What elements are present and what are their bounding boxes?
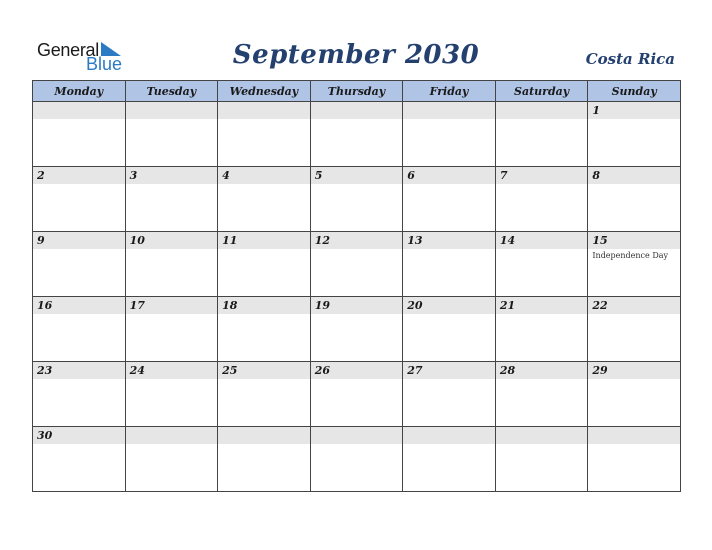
day-cell bbox=[218, 427, 311, 492]
day-number-band bbox=[588, 362, 680, 379]
day-number: 7 bbox=[499, 169, 508, 182]
day-number-band bbox=[218, 167, 310, 184]
holiday-label: Independence Day bbox=[592, 251, 669, 260]
day-cell bbox=[218, 297, 311, 362]
day-cell bbox=[495, 232, 588, 297]
day-cell bbox=[310, 362, 403, 427]
day-number-band bbox=[126, 167, 218, 184]
day-number: 30 bbox=[37, 429, 53, 442]
day-cell bbox=[33, 297, 126, 362]
day-number-band bbox=[403, 167, 495, 184]
day-cell bbox=[310, 427, 403, 492]
day-number-band bbox=[33, 232, 125, 249]
day-number-band bbox=[218, 232, 310, 249]
day-cell bbox=[495, 167, 588, 232]
day-number-band bbox=[126, 232, 218, 249]
day-cell bbox=[33, 167, 126, 232]
day-cell bbox=[403, 167, 496, 232]
weekday-header: Wednesday bbox=[218, 81, 311, 102]
day-number-band bbox=[403, 427, 495, 444]
week-row bbox=[33, 102, 681, 167]
day-number-band bbox=[403, 232, 495, 249]
day-number: 14 bbox=[499, 234, 516, 247]
day-number-band bbox=[496, 297, 588, 314]
day-cell bbox=[310, 102, 403, 167]
day-number: 23 bbox=[37, 364, 53, 377]
day-cell bbox=[33, 362, 126, 427]
logo-text-blue: Blue bbox=[86, 54, 123, 74]
day-cell bbox=[588, 427, 681, 492]
day-cell bbox=[310, 297, 403, 362]
day-number-band bbox=[33, 362, 125, 379]
day-cell bbox=[218, 167, 311, 232]
day-cell bbox=[403, 232, 496, 297]
day-number: 11 bbox=[222, 234, 238, 247]
day-number-band bbox=[33, 427, 125, 444]
day-cell bbox=[125, 427, 218, 492]
weekday-header: Sunday bbox=[588, 81, 681, 102]
day-cell bbox=[218, 102, 311, 167]
day-number-band bbox=[588, 167, 680, 184]
day-cell bbox=[403, 427, 496, 492]
day-number-band bbox=[311, 167, 403, 184]
day-cell bbox=[495, 102, 588, 167]
weekday-header: Monday bbox=[33, 81, 126, 102]
day-number-band bbox=[33, 102, 125, 119]
day-cell bbox=[588, 297, 681, 362]
day-cell bbox=[218, 362, 311, 427]
day-cell bbox=[495, 427, 588, 492]
day-number: 17 bbox=[129, 299, 145, 312]
day-number: 29 bbox=[592, 364, 608, 377]
day-number: 5 bbox=[314, 169, 323, 182]
day-cell bbox=[125, 297, 218, 362]
day-number-band bbox=[218, 297, 310, 314]
day-number-band bbox=[126, 297, 218, 314]
day-number: 21 bbox=[499, 299, 516, 312]
day-number: 12 bbox=[314, 234, 330, 247]
day-number: 27 bbox=[407, 364, 423, 377]
day-number: 28 bbox=[499, 364, 516, 377]
day-number: 9 bbox=[37, 234, 45, 247]
day-number: 8 bbox=[592, 169, 601, 182]
day-number-band bbox=[403, 297, 495, 314]
calendar-grid bbox=[32, 80, 681, 492]
day-cell bbox=[125, 102, 218, 167]
day-number: 20 bbox=[407, 299, 423, 312]
day-cell bbox=[495, 297, 588, 362]
day-cell bbox=[310, 167, 403, 232]
day-number: 3 bbox=[129, 169, 138, 182]
day-cell bbox=[588, 167, 681, 232]
day-cell bbox=[310, 232, 403, 297]
day-cell bbox=[218, 232, 311, 297]
day-cell bbox=[588, 102, 681, 167]
day-number: 6 bbox=[407, 169, 415, 182]
day-number: 22 bbox=[592, 299, 608, 312]
calendar-body bbox=[33, 102, 681, 492]
day-number-band bbox=[403, 102, 495, 119]
day-number-band bbox=[588, 427, 680, 444]
day-cell bbox=[125, 362, 218, 427]
weekday-header-row bbox=[33, 81, 681, 102]
day-number: 24 bbox=[129, 364, 145, 377]
day-cell bbox=[403, 102, 496, 167]
day-number-band bbox=[496, 232, 588, 249]
day-number: 26 bbox=[314, 364, 330, 377]
day-cell bbox=[33, 427, 126, 492]
day-number: 4 bbox=[222, 169, 230, 182]
day-number-band bbox=[218, 427, 310, 444]
day-number-band bbox=[496, 362, 588, 379]
day-number: 18 bbox=[222, 299, 238, 312]
day-cell bbox=[403, 362, 496, 427]
day-number-band bbox=[33, 167, 125, 184]
day-number: 1 bbox=[592, 104, 601, 117]
day-number-band bbox=[218, 362, 310, 379]
day-number: 13 bbox=[407, 234, 423, 247]
day-number-band bbox=[588, 297, 680, 314]
day-number-band bbox=[311, 102, 403, 119]
day-number: 15 bbox=[592, 234, 608, 247]
day-cell bbox=[33, 232, 126, 297]
day-cell bbox=[588, 362, 681, 427]
week-row bbox=[33, 427, 681, 492]
day-number-band bbox=[588, 232, 680, 249]
day-number: 10 bbox=[129, 234, 145, 247]
day-number-band bbox=[496, 167, 588, 184]
day-number-band bbox=[403, 362, 495, 379]
day-cell bbox=[403, 297, 496, 362]
weekday-header: Saturday bbox=[495, 81, 588, 102]
day-cell bbox=[33, 102, 126, 167]
day-number-band bbox=[496, 102, 588, 119]
day-number-band bbox=[311, 427, 403, 444]
country-label: Costa Rica bbox=[585, 50, 675, 68]
day-cell bbox=[125, 232, 218, 297]
weekday-header: Tuesday bbox=[125, 81, 218, 102]
weekday-header: Friday bbox=[403, 81, 496, 102]
day-number: 25 bbox=[222, 364, 238, 377]
day-cell bbox=[125, 167, 218, 232]
day-number-band bbox=[588, 102, 680, 119]
day-number: 16 bbox=[37, 299, 53, 312]
day-number-band bbox=[311, 232, 403, 249]
day-number-band bbox=[311, 362, 403, 379]
day-number-band bbox=[126, 102, 218, 119]
week-row bbox=[33, 297, 681, 362]
logo-text-general: General bbox=[37, 40, 99, 60]
day-number-band bbox=[218, 102, 310, 119]
day-cell bbox=[588, 232, 681, 297]
day-number-band bbox=[311, 297, 403, 314]
week-row bbox=[33, 232, 681, 297]
day-number-band bbox=[126, 427, 218, 444]
week-row bbox=[33, 167, 681, 232]
day-number-band bbox=[126, 362, 218, 379]
day-number: 2 bbox=[37, 169, 45, 182]
day-cell bbox=[495, 362, 588, 427]
day-number-band bbox=[33, 297, 125, 314]
weekday-header: Thursday bbox=[310, 81, 403, 102]
calendar-title: September 2030 bbox=[232, 40, 480, 70]
day-number: 19 bbox=[314, 299, 330, 312]
day-number-band bbox=[496, 427, 588, 444]
week-row bbox=[33, 362, 681, 427]
